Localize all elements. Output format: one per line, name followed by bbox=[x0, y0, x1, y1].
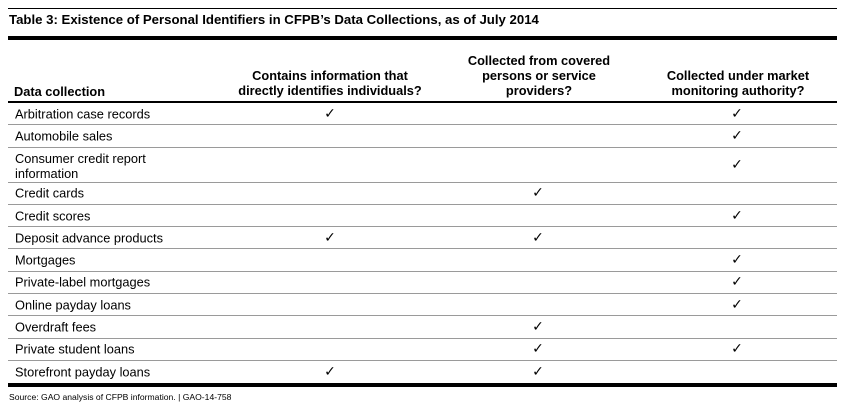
row-label bbox=[15, 128, 112, 143]
table-row bbox=[8, 249, 837, 271]
title-rule bbox=[8, 36, 837, 40]
row-label-line: Credit scores bbox=[15, 208, 91, 224]
header-market-line: Collected under market bbox=[666, 68, 810, 83]
row-label-line: Arbitration case records bbox=[15, 106, 151, 122]
row-label bbox=[15, 106, 150, 121]
table-title: Table 3: Existence of Personal Identifiers in CFPB’s Data Collections, as of July 2014 bbox=[9, 12, 539, 27]
check-icon: ✓ bbox=[731, 156, 743, 173]
row-label bbox=[15, 342, 135, 357]
row-label bbox=[15, 297, 131, 312]
table-row bbox=[8, 316, 837, 338]
check-icon: ✓ bbox=[731, 252, 743, 269]
row-label bbox=[15, 320, 96, 335]
table-row bbox=[8, 148, 837, 183]
table-body bbox=[8, 103, 837, 383]
header-covered-line: Collected from covered bbox=[467, 53, 611, 68]
row-label-line: Online payday loans bbox=[15, 297, 131, 313]
check-icon: ✓ bbox=[324, 229, 336, 246]
check-icon: ✓ bbox=[731, 207, 743, 224]
header-identifies-line: Contains information that bbox=[252, 68, 408, 83]
check-icon: ✓ bbox=[532, 319, 544, 336]
check-icon: ✓ bbox=[731, 341, 743, 358]
row-label bbox=[15, 208, 90, 223]
row-label-line: information bbox=[15, 165, 79, 181]
row-label bbox=[15, 230, 163, 245]
row-label-line: Private-label mortgages bbox=[15, 274, 151, 290]
check-icon: ✓ bbox=[324, 105, 336, 122]
header-data-collection: Data collection bbox=[14, 84, 106, 99]
table-row bbox=[8, 294, 837, 316]
header-market-line: monitoring authority? bbox=[671, 83, 805, 98]
header-identifies bbox=[221, 68, 439, 98]
row-label bbox=[15, 275, 150, 290]
check-icon: ✓ bbox=[731, 296, 743, 313]
check-icon: ✓ bbox=[532, 341, 544, 358]
header-covered-line: providers? bbox=[505, 83, 573, 98]
row-label-line: Storefront payday loans bbox=[15, 364, 151, 380]
table-row bbox=[8, 227, 837, 249]
row-label-line: Consumer credit report bbox=[15, 150, 146, 166]
check-icon: ✓ bbox=[532, 229, 544, 246]
row-label-line: Mortgages bbox=[15, 252, 76, 268]
row-label-line: Overdraft fees bbox=[15, 319, 97, 335]
row-label-line: Automobile sales bbox=[15, 128, 113, 144]
table-row bbox=[8, 205, 837, 227]
check-icon: ✓ bbox=[731, 127, 743, 144]
check-icon: ✓ bbox=[731, 274, 743, 291]
check-icon: ✓ bbox=[324, 364, 336, 381]
table-row bbox=[8, 183, 837, 205]
bottom-rule bbox=[8, 383, 837, 387]
table-row bbox=[8, 103, 837, 125]
row-label bbox=[15, 365, 150, 380]
row-label-line: Deposit advance products bbox=[15, 230, 163, 246]
row-label bbox=[15, 151, 146, 181]
table-row bbox=[8, 272, 837, 294]
source-note: Source: GAO analysis of CFPB information. | GAO-14-758 bbox=[9, 392, 232, 402]
table-row bbox=[8, 125, 837, 147]
header-covered-line: persons or service bbox=[482, 68, 596, 83]
header-market-monitoring bbox=[640, 68, 836, 98]
table-row bbox=[8, 339, 837, 361]
row-label bbox=[15, 186, 84, 201]
check-icon: ✓ bbox=[532, 364, 544, 381]
header-covered-persons bbox=[436, 53, 642, 98]
check-icon: ✓ bbox=[532, 185, 544, 202]
row-label bbox=[15, 253, 75, 268]
row-label-line: Private student loans bbox=[15, 341, 135, 357]
header-identifies-line: directly identifies individuals? bbox=[238, 83, 422, 98]
table-row bbox=[8, 361, 837, 383]
top-rule bbox=[8, 8, 837, 9]
check-icon: ✓ bbox=[731, 105, 743, 122]
row-label-line: Credit cards bbox=[15, 185, 84, 201]
